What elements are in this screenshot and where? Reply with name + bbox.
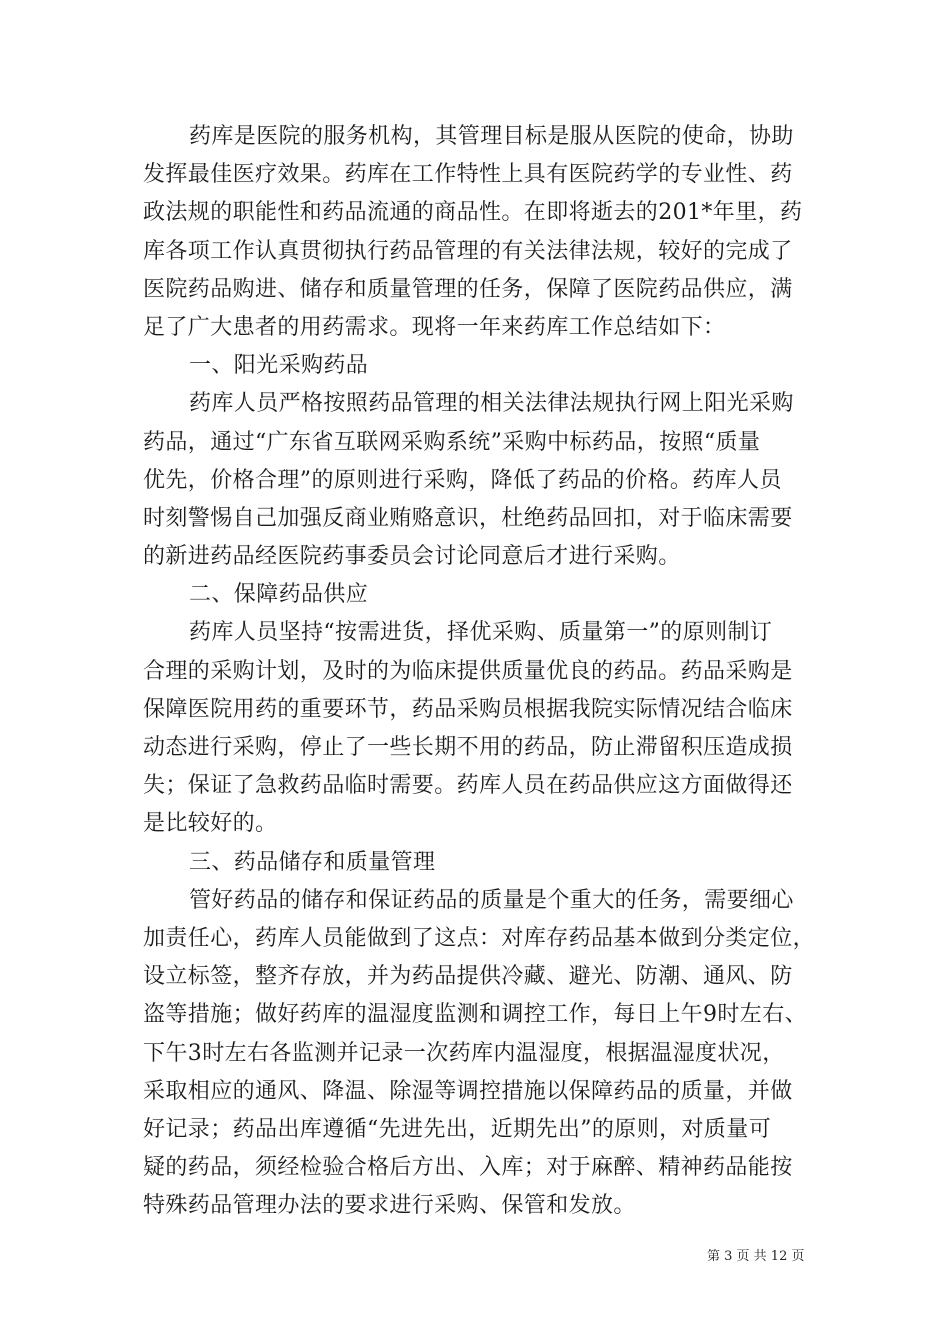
section-heading: 三、药品储存和质量管理 — [189, 849, 436, 875]
text-line: 采取相应的通风、降温、除湿等调控措施以保障药品的质量，并做 — [143, 1078, 793, 1104]
text-line: 动态进行采购，停止了一些长期不用的药品，防止滞留积压造成损 — [143, 735, 793, 760]
text-line: 特殊药品管理办法的要求进行采购、保管和发放。 — [143, 1193, 636, 1219]
text-line: 药品，通过“广东省互联网采购系统”采购中标药品，按照“质量 — [143, 429, 761, 455]
section-heading: 一、阳光采购药品 — [189, 353, 369, 379]
text-line: 药库人员严格按照药品管理的相关法律法规执行网上阳光采购 — [189, 391, 794, 417]
text-line: 是比较好的。 — [143, 811, 278, 837]
text-line: 足了广大患者的用药需求。现将一年来药库工作总结如下： — [143, 314, 726, 340]
section-heading: 二、保障药品供应 — [189, 582, 369, 608]
text-line: 下午3时左右各监测并记录一次药库内温湿度，根据温湿度状况， — [143, 1040, 785, 1066]
text-line: 医院药品购进、储存和质量管理的任务，保障了医院药品供应，满 — [143, 276, 793, 302]
text-line: 盗等措施；做好药库的温湿度监测和调控工作，每日上午9时左右、 — [143, 1002, 807, 1028]
page-number-footer: 第 3 页 共 12 页 — [707, 1249, 805, 1264]
text-line: 时刻警惕自己加强反商业贿赂意识，杜绝药品回扣，对于临床需要 — [143, 505, 793, 531]
text-line: 政法规的职能性和药品流通的商品性。在即将逝去的201*年里，药 — [143, 200, 803, 226]
text-line: 发挥最佳医疗效果。药库在工作特性上具有医院药学的专业性、药 — [143, 162, 793, 188]
text-line: 优先，价格合理”的原则进行采购，降低了药品的价格。药库人员 — [143, 467, 782, 493]
text-line: 设立标签，整齐存放，并为药品提供冷藏、避光、防潮、通风、防 — [143, 964, 793, 990]
text-line: 药库人员坚持“按需进货，择优采购、质量第一”的原则制订 — [189, 620, 773, 646]
text-line: 保障医院用药的重要环节，药品采购员根据我院实际情况结合临床 — [143, 696, 793, 722]
text-line: 失；保证了急救药品临时需要。药库人员在药品供应这方面做得还 — [143, 773, 793, 799]
text-line: 管好药品的储存和保证药品的质量是个重大的任务，需要细心 — [189, 887, 794, 913]
text-line: 库各项工作认真贯彻执行药品管理的有关法律法规，较好的完成了 — [143, 238, 793, 264]
text-line: 疑的药品，须经检验合格后方出、入库；对于麻醉、精神药品能按 — [143, 1155, 793, 1181]
text-line: 合理的采购计划，及时的为临床提供质量优良的药品。药品采购是 — [143, 658, 793, 684]
text-line: 加责任心，药库人员能做到了这点：对库存药品基本做到分类定位， — [143, 925, 816, 951]
text-line: 好记录；药品出库遵循“先进先出，近期先出”的原则，对质量可 — [143, 1116, 772, 1142]
document-body — [143, 118, 816, 1225]
text-line: 药库是医院的服务机构，其管理目标是服从医院的使命，协助 — [189, 124, 794, 149]
text-line: 的新进药品经医院药事委员会讨论同意后才进行采购。 — [143, 544, 681, 570]
